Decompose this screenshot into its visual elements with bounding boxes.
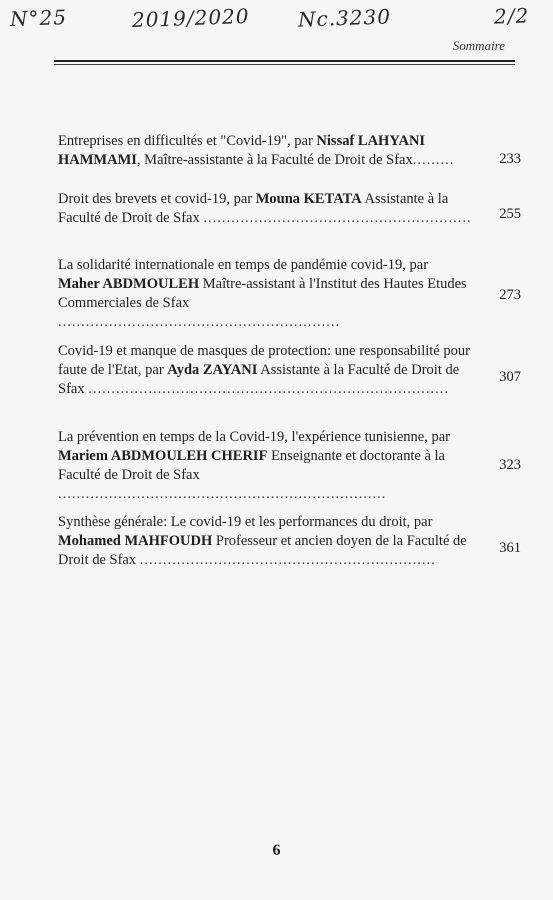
toc-entry-title: La prévention en temps de la Covid-19, l'expérience tunisienne, par <box>58 429 450 445</box>
toc-entry-page-number: 233 <box>499 151 521 167</box>
toc-entry-affiliation: Assistante à la Faculté de Droit de Sfax <box>58 191 449 226</box>
toc-entry-page-number: 307 <box>499 369 521 385</box>
toc-entry-text <box>58 132 472 170</box>
toc-entry-title: Covid-19 et manque de masques de protection: une responsabilité pour faute de l'Etat, par <box>58 343 470 378</box>
toc-entry <box>58 190 472 228</box>
toc-entry-page-number: 361 <box>499 540 521 556</box>
toc-entry-leader-dots: ............................................................. <box>58 314 341 330</box>
toc-entry <box>58 428 472 504</box>
toc-entry-page-number: 323 <box>499 457 521 473</box>
toc-entry-leader-dots: .......................................................... <box>203 210 472 226</box>
toc-entry <box>58 513 472 570</box>
toc-entry-author: Mouna KETATA <box>255 191 362 207</box>
toc-entry-author: Nissaf LAHYANI HAMMAMI <box>58 133 426 168</box>
toc-entry-text <box>58 428 472 504</box>
section-title: Sommaire <box>452 38 505 53</box>
toc-entry-title: Synthèse générale: Le covid-19 et les performances du droit, par <box>58 514 433 530</box>
toc-entry-leader-dots: ................................................................ <box>139 552 436 568</box>
toc-entry-title: Droit des brevets et covid-19, par <box>58 191 256 207</box>
toc-entry-author: Mariem ABDMOULEH CHERIF <box>58 448 268 464</box>
toc-entry-page-number: 255 <box>499 206 521 222</box>
page-footer-number: 6 <box>272 842 281 859</box>
handwritten-annotation-reference: Nc.3230 <box>297 4 392 32</box>
toc-entry-text <box>58 256 472 332</box>
toc-entry-affiliation: Maître-assistant à l'Institut des Hautes Etudes Commerciales de Sfax <box>58 276 467 311</box>
toc-entry-affiliation: Assistante à la Faculté de Droit de Sfax <box>58 362 460 397</box>
toc-entry-text <box>58 190 472 228</box>
toc-entry <box>58 132 472 170</box>
header-rule-thick <box>54 60 515 62</box>
toc-entry-affiliation: , Maître-assistante à la Faculté de Droit de Sfax <box>136 152 413 168</box>
toc-entry-affiliation: Professeur et ancien doyen de la Faculté de Droit de Sfax <box>58 533 467 568</box>
handwritten-annotation-page: 2/2 <box>493 3 530 29</box>
toc-entry-text <box>58 513 472 570</box>
header-rule-thin <box>54 64 515 65</box>
toc-entry-leader-dots: ......... <box>412 152 455 168</box>
toc-entry-text <box>58 342 472 399</box>
toc-entry-author: Mohamed MAHFOUDH <box>58 533 213 549</box>
toc-entry <box>58 256 472 332</box>
toc-entry-affiliation: Enseignante et doctorante à la Faculté de Droit de Sfax <box>58 448 445 483</box>
toc-entry-author: Maher ABDMOULEH <box>58 276 200 292</box>
toc-entry-title: La solidarité internationale en temps de pandémie covid-19, par <box>58 257 429 273</box>
handwritten-annotation-year: 2019/2020 <box>131 3 250 33</box>
toc-entry-title: Entreprises en difficultés et "Covid-19", par <box>58 133 317 149</box>
toc-entry-page-number: 273 <box>499 287 521 303</box>
toc-entry-leader-dots: ....................................................................... <box>58 486 387 502</box>
handwritten-annotation-number: N°25 <box>9 5 68 31</box>
toc-entry-leader-dots: .............................................................................. <box>88 381 449 397</box>
toc-entry <box>58 342 472 399</box>
toc-entry-author: Ayda ZAYANI <box>167 362 258 378</box>
